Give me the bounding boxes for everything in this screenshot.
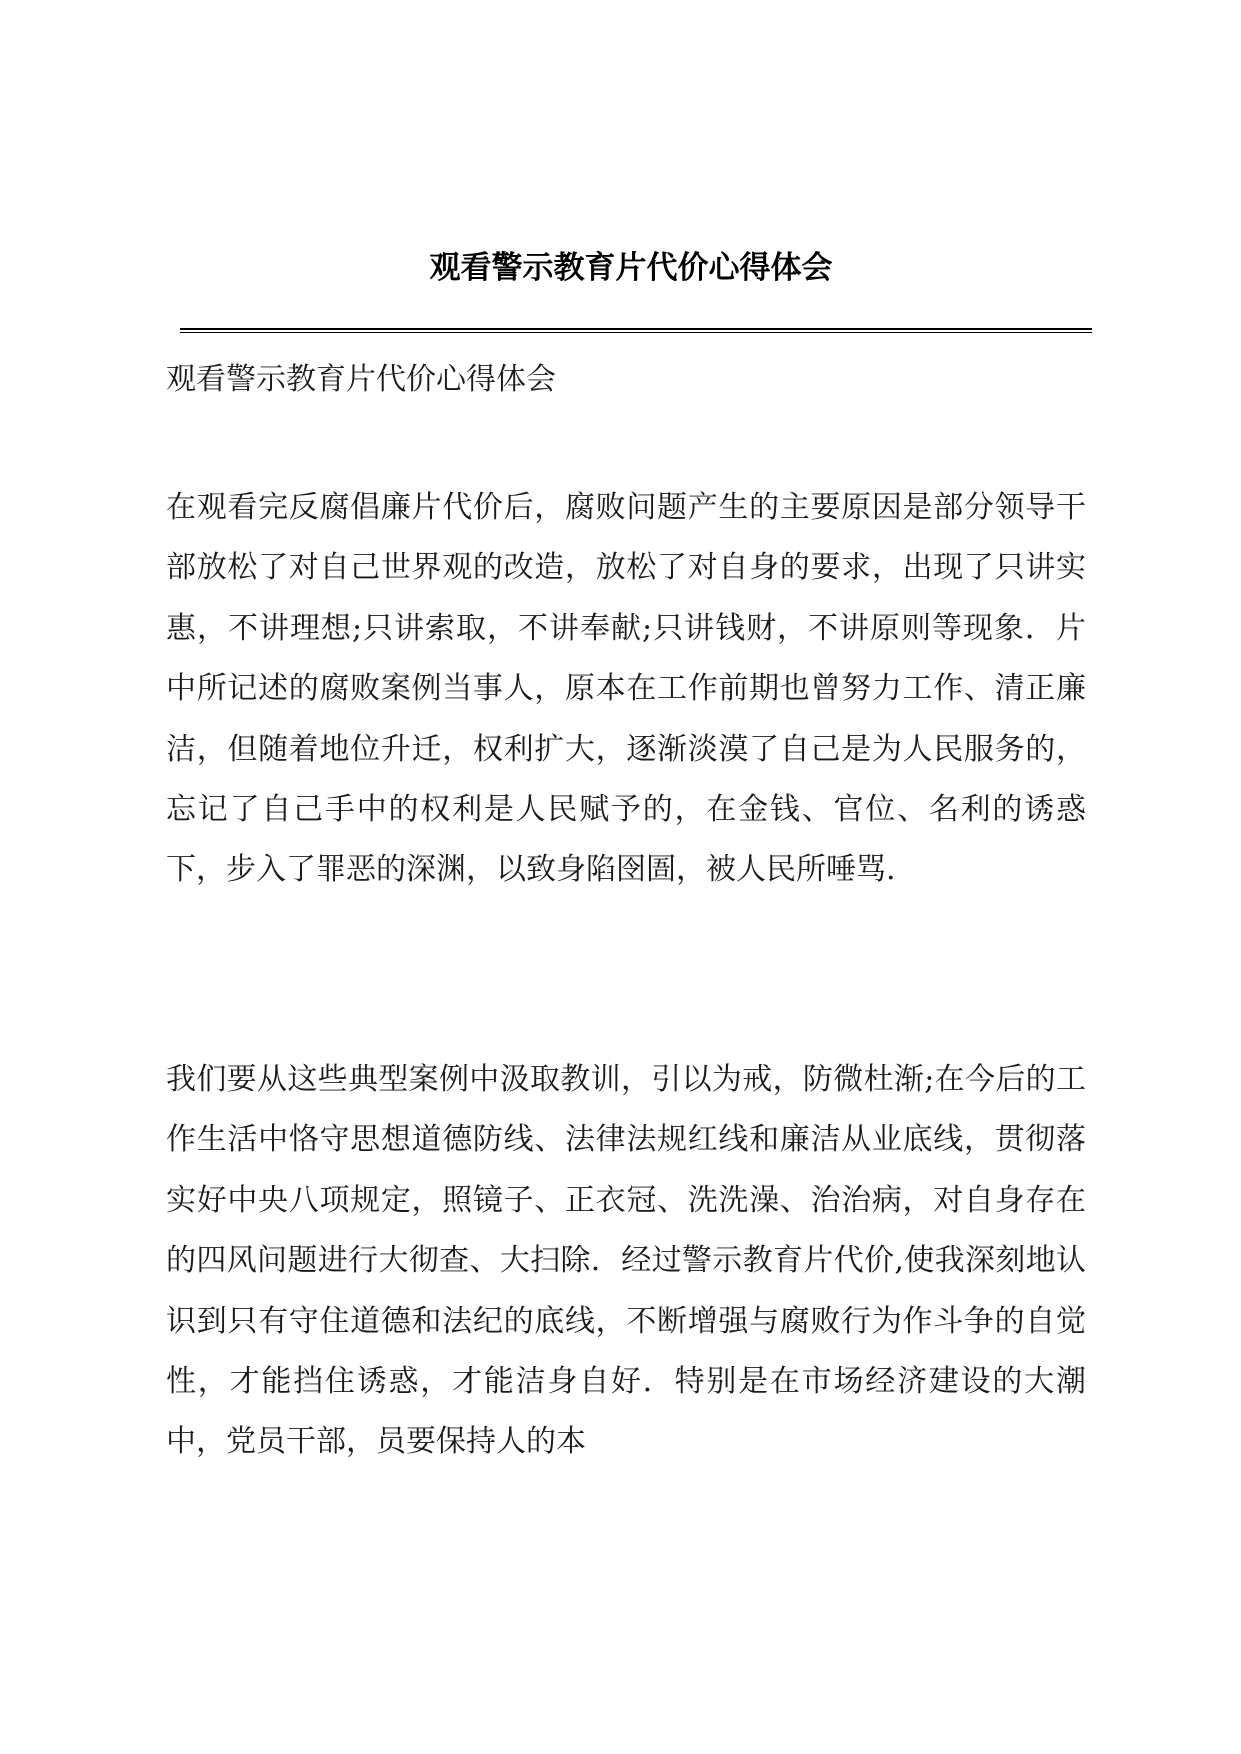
document-subtitle: 观看警示教育片代价心得体会 [166, 362, 556, 397]
body-paragraph: 我们要从这些典型案例中汲取教训，引以为戒，防微杜渐;在今后的工作生活中恪守思想道德防线、法律法规红线和廉洁从业底线，贯彻落实好中央八项规定，照镜子、正衣冠、洗洗澡、治治病，对自身存在的四风问题进行大彻查、大扫除．经过警示教育片代价,使我深刻地认识到只有守住道德和法纪的底线，不断增强与腐败行为作斗争的自觉性，才能挡住诱惑，才能洁身自好．特别是在市场经济建设的大潮中，党员干部，员要保持人的本 [166, 1062, 1086, 1460]
body-paragraph: 在观看完反腐倡廉片代价后，腐败问题产生的主要原因是部分领导干部放松了对自己世界观的改造，放松了对自身的要求，出现了只讲实惠，不讲理想;只讲索取，不讲奉献;只讲钱财，不讲原则等现象．片中所记述的腐败案例当事人，原本在工作前期也曾努力工作、清正廉洁，但随着地位升迁，权利扩大，逐渐淡漠了自己是为人民服务的，忘记了自己手中的权利是人民赋予的，在金钱、官位、名利的诱惑下，步入了罪恶的深渊，以致身陷囹圄，被人民所唾骂. [166, 490, 1086, 888]
title-double-rule [180, 328, 1092, 333]
document-title: 观看警示教育片代价心得体会 [429, 250, 833, 286]
